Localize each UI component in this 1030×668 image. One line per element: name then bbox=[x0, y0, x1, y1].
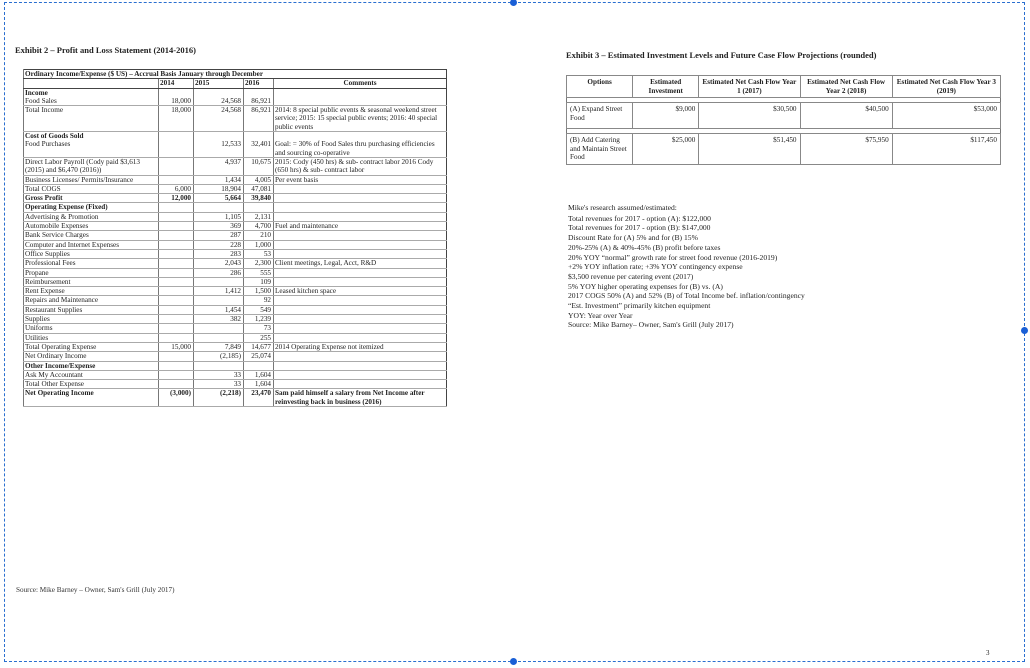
note-line: 20% YOY “normal” growth rate for street food revenue (2016-2019) bbox=[568, 252, 778, 262]
resize-handle-bottom[interactable] bbox=[510, 658, 517, 665]
note-line: Mike's research assumed/estimated: bbox=[568, 203, 677, 212]
pl-value-2014: 15,000 bbox=[159, 342, 194, 351]
pl-row bbox=[24, 380, 447, 389]
pl-comment bbox=[274, 296, 447, 305]
inv-year1: $30,500 bbox=[699, 103, 800, 129]
pl-row bbox=[24, 342, 447, 351]
pl-value-2016: 39,840 bbox=[244, 194, 274, 203]
pl-row-label: Repairs and Maintenance bbox=[24, 296, 159, 305]
inv-option: (A) Expand Street Food bbox=[567, 103, 633, 129]
pl-header-comments: Comments bbox=[274, 79, 447, 88]
pl-table-title: Ordinary Income/Expense ($ US) – Accrual Basis January through December bbox=[24, 70, 447, 79]
pl-value-2015: 12,533 bbox=[194, 140, 244, 157]
pl-value-2016: 86,921 bbox=[244, 106, 274, 132]
pl-row bbox=[24, 140, 447, 157]
note-line: $3,500 revenue per catering event (2017) bbox=[568, 271, 694, 281]
inv-year1: $51,450 bbox=[699, 134, 800, 165]
pl-value-2016 bbox=[244, 88, 274, 97]
pl-comment bbox=[274, 361, 447, 370]
pl-value-2014 bbox=[159, 361, 194, 370]
pl-row bbox=[24, 231, 447, 240]
pl-row-label: Computer and Internet Expenses bbox=[24, 240, 159, 249]
pl-comment bbox=[274, 324, 447, 333]
pl-value-2015 bbox=[194, 324, 244, 333]
pl-comment bbox=[274, 88, 447, 97]
pl-row bbox=[24, 184, 447, 193]
pl-value-2014 bbox=[159, 240, 194, 249]
exhibit2-title: Exhibit 2 – Profit and Loss Statement (2014-2016) bbox=[15, 45, 196, 55]
pl-comment bbox=[274, 277, 447, 286]
pl-value-2014 bbox=[159, 259, 194, 268]
pl-value-2016: 73 bbox=[244, 324, 274, 333]
pl-value-2015: 287 bbox=[194, 231, 244, 240]
note-line: “Est. Investment” primarily kitchen equipment bbox=[568, 301, 711, 311]
pl-value-2016: 47,081 bbox=[244, 184, 274, 193]
pl-row-label: Income bbox=[24, 88, 159, 97]
pl-value-2015: 1,105 bbox=[194, 212, 244, 221]
pl-comment: 2014 Operating Expense not itemized bbox=[274, 342, 447, 351]
pl-value-2014 bbox=[159, 132, 194, 141]
pl-comment bbox=[274, 212, 447, 221]
pl-row-label: Total COGS bbox=[24, 184, 159, 193]
pl-value-2015: (2,218) bbox=[194, 389, 244, 407]
pl-value-2016 bbox=[244, 361, 274, 370]
pl-row bbox=[24, 106, 447, 132]
pl-comment: Per event basis bbox=[274, 175, 447, 184]
note-line: Discount Rate for (A) 5% and for (B) 15% bbox=[568, 233, 698, 243]
pl-value-2014 bbox=[159, 175, 194, 184]
pl-comment bbox=[274, 315, 447, 324]
pl-comment bbox=[274, 380, 447, 389]
pl-header-2016: 2016 bbox=[244, 79, 274, 88]
inv-investment: $25,000 bbox=[633, 134, 699, 165]
pl-value-2015: 382 bbox=[194, 315, 244, 324]
note-line: Source: Mike Barney– Owner, Sam's Grill (July 2017) bbox=[568, 320, 734, 330]
pl-value-2016: 86,921 bbox=[244, 97, 274, 106]
pl-row bbox=[24, 370, 447, 379]
pl-row-label: Total Income bbox=[24, 106, 159, 132]
note-line: Total revenues for 2017 - option (B): $147,000 bbox=[568, 223, 711, 233]
pl-comment bbox=[274, 333, 447, 342]
pl-value-2016: 549 bbox=[244, 305, 274, 314]
pl-comment: Fuel and maintenance bbox=[274, 222, 447, 231]
pl-comment bbox=[274, 184, 447, 193]
pl-header-label bbox=[24, 79, 159, 88]
pl-value-2014 bbox=[159, 287, 194, 296]
investment-table bbox=[566, 75, 1001, 165]
pl-value-2015: 1,434 bbox=[194, 175, 244, 184]
pl-row bbox=[24, 194, 447, 203]
pl-value-2014 bbox=[159, 296, 194, 305]
pl-comment bbox=[274, 370, 447, 379]
inv-header-options: Options bbox=[567, 76, 633, 98]
pl-value-2015: 18,904 bbox=[194, 184, 244, 193]
pl-value-2014 bbox=[159, 249, 194, 258]
pl-value-2016: 14,677 bbox=[244, 342, 274, 351]
pl-row bbox=[24, 175, 447, 184]
pl-row-label: Professional Fees bbox=[24, 259, 159, 268]
pl-row bbox=[24, 240, 447, 249]
pl-row-label: Uniforms bbox=[24, 324, 159, 333]
pl-row bbox=[24, 132, 447, 141]
pl-value-2014 bbox=[159, 88, 194, 97]
pl-comment bbox=[274, 305, 447, 314]
pl-value-2016: 53 bbox=[244, 249, 274, 258]
pl-value-2016: 4,005 bbox=[244, 175, 274, 184]
inv-header-year3: Estimated Net Cash Flow Year 3 (2019) bbox=[892, 76, 1000, 98]
pl-row-label: Total Other Expense bbox=[24, 380, 159, 389]
pl-value-2015: 33 bbox=[194, 380, 244, 389]
pl-value-2015 bbox=[194, 277, 244, 286]
pl-row-label: Direct Labor Payroll (Cody paid $3,613 (2015) and $6,470 (2016)) bbox=[24, 157, 159, 175]
profit-loss-table bbox=[23, 69, 447, 407]
resize-handle-right[interactable] bbox=[1021, 327, 1028, 334]
pl-value-2015 bbox=[194, 296, 244, 305]
pl-value-2015: 369 bbox=[194, 222, 244, 231]
pl-row bbox=[24, 203, 447, 212]
pl-value-2014 bbox=[159, 315, 194, 324]
pl-comment: Goal: = 30% of Food Sales thru purchasing efficiencies and sourcing co-operative bbox=[274, 140, 447, 157]
inv-year2: $75,950 bbox=[800, 134, 892, 165]
pl-value-2014: 18,000 bbox=[159, 106, 194, 132]
pl-value-2014 bbox=[159, 268, 194, 277]
pl-value-2014 bbox=[159, 231, 194, 240]
pl-value-2016: 555 bbox=[244, 268, 274, 277]
pl-row bbox=[24, 157, 447, 175]
pl-comment bbox=[274, 231, 447, 240]
pl-header-2015: 2015 bbox=[194, 79, 244, 88]
pl-value-2014: 12,000 bbox=[159, 194, 194, 203]
pl-value-2016: 109 bbox=[244, 277, 274, 286]
pl-value-2014 bbox=[159, 140, 194, 157]
note-line: 2017 COGS 50% (A) and 52% (B) of Total Income bef. inflation/contingency bbox=[568, 291, 805, 301]
inv-year2: $40,500 bbox=[800, 103, 892, 129]
pl-row bbox=[24, 212, 447, 221]
pl-value-2015 bbox=[194, 333, 244, 342]
pl-row-label: Restaurant Supplies bbox=[24, 305, 159, 314]
pl-value-2015: 228 bbox=[194, 240, 244, 249]
inv-row-a bbox=[567, 103, 1001, 129]
pl-comment bbox=[274, 240, 447, 249]
pl-comment: 2014: 8 special public events & seasonal weekend street service; 2015: 15 special public events; 2016: 40 special public events bbox=[274, 106, 447, 132]
pl-comment: Client meetings, Legal, Acct, R&D bbox=[274, 259, 447, 268]
pl-row-label: Operating Expense (Fixed) bbox=[24, 203, 159, 212]
pl-row-label: Cost of Goods Sold bbox=[24, 132, 159, 141]
pl-value-2015: (2,185) bbox=[194, 352, 244, 361]
pl-row-label: Rent Expense bbox=[24, 287, 159, 296]
pl-value-2015: 4,937 bbox=[194, 157, 244, 175]
pl-value-2016: 2,300 bbox=[244, 259, 274, 268]
pl-value-2015 bbox=[194, 203, 244, 212]
pl-row-label: Bank Service Charges bbox=[24, 231, 159, 240]
pl-value-2015: 24,568 bbox=[194, 106, 244, 132]
pl-value-2015 bbox=[194, 88, 244, 97]
inv-header-year1: Estimated Net Cash Flow Year 1 (2017) bbox=[699, 76, 800, 98]
pl-value-2014: 6,000 bbox=[159, 184, 194, 193]
note-line: +2% YOY inflation rate; +3% YOY contingency expense bbox=[568, 262, 743, 272]
pl-comment bbox=[274, 352, 447, 361]
pl-value-2015: 286 bbox=[194, 268, 244, 277]
pl-value-2014 bbox=[159, 203, 194, 212]
pl-value-2016: 10,675 bbox=[244, 157, 274, 175]
pl-row-label: Propane bbox=[24, 268, 159, 277]
pl-value-2015: 283 bbox=[194, 249, 244, 258]
pl-row bbox=[24, 324, 447, 333]
pl-value-2016: 1,500 bbox=[244, 287, 274, 296]
pl-value-2014: 18,000 bbox=[159, 97, 194, 106]
pl-comment bbox=[274, 249, 447, 258]
pl-comment: Leased kitchen space bbox=[274, 287, 447, 296]
pl-value-2015: 1,412 bbox=[194, 287, 244, 296]
pl-comment bbox=[274, 203, 447, 212]
pl-value-2015 bbox=[194, 132, 244, 141]
inv-investment: $9,000 bbox=[633, 103, 699, 129]
pl-value-2015: 7,849 bbox=[194, 342, 244, 351]
note-line: YOY: Year over Year bbox=[568, 310, 633, 320]
pl-comment: Sam paid himself a salary from Net Income after reinvesting back in business (2016) bbox=[274, 389, 447, 407]
pl-value-2014: (3,000) bbox=[159, 389, 194, 407]
pl-comment bbox=[274, 97, 447, 106]
pl-value-2015: 1,454 bbox=[194, 305, 244, 314]
pl-row-label: Business Licenses/ Permits/Insurance bbox=[24, 175, 159, 184]
pl-value-2016: 92 bbox=[244, 296, 274, 305]
pl-row-label: Utilities bbox=[24, 333, 159, 342]
pl-value-2016: 1,604 bbox=[244, 370, 274, 379]
pl-row-label: Other Income/Expense bbox=[24, 361, 159, 370]
pl-value-2015: 33 bbox=[194, 370, 244, 379]
inv-option: (B) Add Catering and Maintain Street Food bbox=[567, 134, 633, 165]
inv-header-investment: Estimated Investment bbox=[633, 76, 699, 98]
pl-value-2014 bbox=[159, 380, 194, 389]
exhibit2-source: Source: Mike Barney – Owner, Sam's Grill (July 2017) bbox=[16, 586, 175, 594]
pl-value-2014 bbox=[159, 333, 194, 342]
pl-value-2014 bbox=[159, 370, 194, 379]
pl-row bbox=[24, 97, 447, 106]
pl-row-label: Food Purchases bbox=[24, 140, 159, 157]
pl-value-2016: 23,470 bbox=[244, 389, 274, 407]
pl-value-2016: 25,074 bbox=[244, 352, 274, 361]
pl-row-label: Net Ordinary Income bbox=[24, 352, 159, 361]
pl-comment bbox=[274, 132, 447, 141]
pl-value-2014 bbox=[159, 277, 194, 286]
page-number: 3 bbox=[986, 649, 990, 657]
pl-value-2014 bbox=[159, 222, 194, 231]
pl-header-2014: 2014 bbox=[159, 79, 194, 88]
pl-row bbox=[24, 333, 447, 342]
pl-value-2014 bbox=[159, 157, 194, 175]
note-line: 20%-25% (A) & 40%-45% (B) profit before taxes bbox=[568, 242, 721, 252]
pl-row bbox=[24, 268, 447, 277]
pl-value-2016: 210 bbox=[244, 231, 274, 240]
pl-row-label: Total Operating Expense bbox=[24, 342, 159, 351]
inv-year3: $117,450 bbox=[892, 134, 1000, 165]
pl-value-2016: 4,700 bbox=[244, 222, 274, 231]
pl-row bbox=[24, 259, 447, 268]
pl-comment bbox=[274, 268, 447, 277]
research-notes bbox=[568, 203, 805, 330]
pl-row bbox=[24, 249, 447, 258]
pl-value-2015: 24,568 bbox=[194, 97, 244, 106]
note-line: Total revenues for 2017 - option (A): $122,000 bbox=[568, 213, 711, 223]
pl-row-label: Office Supplies bbox=[24, 249, 159, 258]
pl-row-label: Automobile Expenses bbox=[24, 222, 159, 231]
pl-comment bbox=[274, 194, 447, 203]
pl-value-2014 bbox=[159, 212, 194, 221]
pl-row-label: Supplies bbox=[24, 315, 159, 324]
exhibit3-title: Exhibit 3 – Estimated Investment Levels and Future Case Flow Projections (rounded) bbox=[566, 50, 877, 60]
pl-row bbox=[24, 305, 447, 314]
pl-value-2016: 1,000 bbox=[244, 240, 274, 249]
pl-value-2016 bbox=[244, 132, 274, 141]
pl-value-2016: 2,131 bbox=[244, 212, 274, 221]
inv-header-year2: Estimated Net Cash Flow Year 2 (2018) bbox=[800, 76, 892, 98]
pl-row bbox=[24, 277, 447, 286]
pl-row bbox=[24, 315, 447, 324]
inv-year3: $53,000 bbox=[892, 103, 1000, 129]
pl-row-label: Net Operating Income bbox=[24, 389, 159, 407]
pl-value-2015 bbox=[194, 361, 244, 370]
pl-row-label: Ask My Accountant bbox=[24, 370, 159, 379]
pl-value-2016 bbox=[244, 203, 274, 212]
pl-value-2016: 1,239 bbox=[244, 315, 274, 324]
inv-row-b bbox=[567, 134, 1001, 165]
pl-value-2016: 1,604 bbox=[244, 380, 274, 389]
pl-row-label: Gross Profit bbox=[24, 194, 159, 203]
pl-value-2016: 255 bbox=[244, 333, 274, 342]
pl-row bbox=[24, 222, 447, 231]
pl-row-label: Food Sales bbox=[24, 97, 159, 106]
pl-value-2015: 2,043 bbox=[194, 259, 244, 268]
pl-value-2014 bbox=[159, 324, 194, 333]
pl-value-2015: 5,664 bbox=[194, 194, 244, 203]
pl-value-2014 bbox=[159, 352, 194, 361]
pl-row bbox=[24, 296, 447, 305]
pl-row bbox=[24, 352, 447, 361]
pl-row-label: Reimbursement bbox=[24, 277, 159, 286]
pl-row bbox=[24, 287, 447, 296]
pl-row bbox=[24, 389, 447, 407]
pl-row-label: Advertising & Promotion bbox=[24, 212, 159, 221]
pl-row bbox=[24, 88, 447, 97]
pl-row bbox=[24, 361, 447, 370]
note-line: 5% YOY higher operating expenses for (B) vs. (A) bbox=[568, 281, 723, 291]
pl-value-2014 bbox=[159, 305, 194, 314]
pl-comment: 2015: Cody (450 hrs) & sub- contract labor 2016 Cody (650 hrs) & sub- contract labor bbox=[274, 157, 447, 175]
pl-value-2016: 32,401 bbox=[244, 140, 274, 157]
